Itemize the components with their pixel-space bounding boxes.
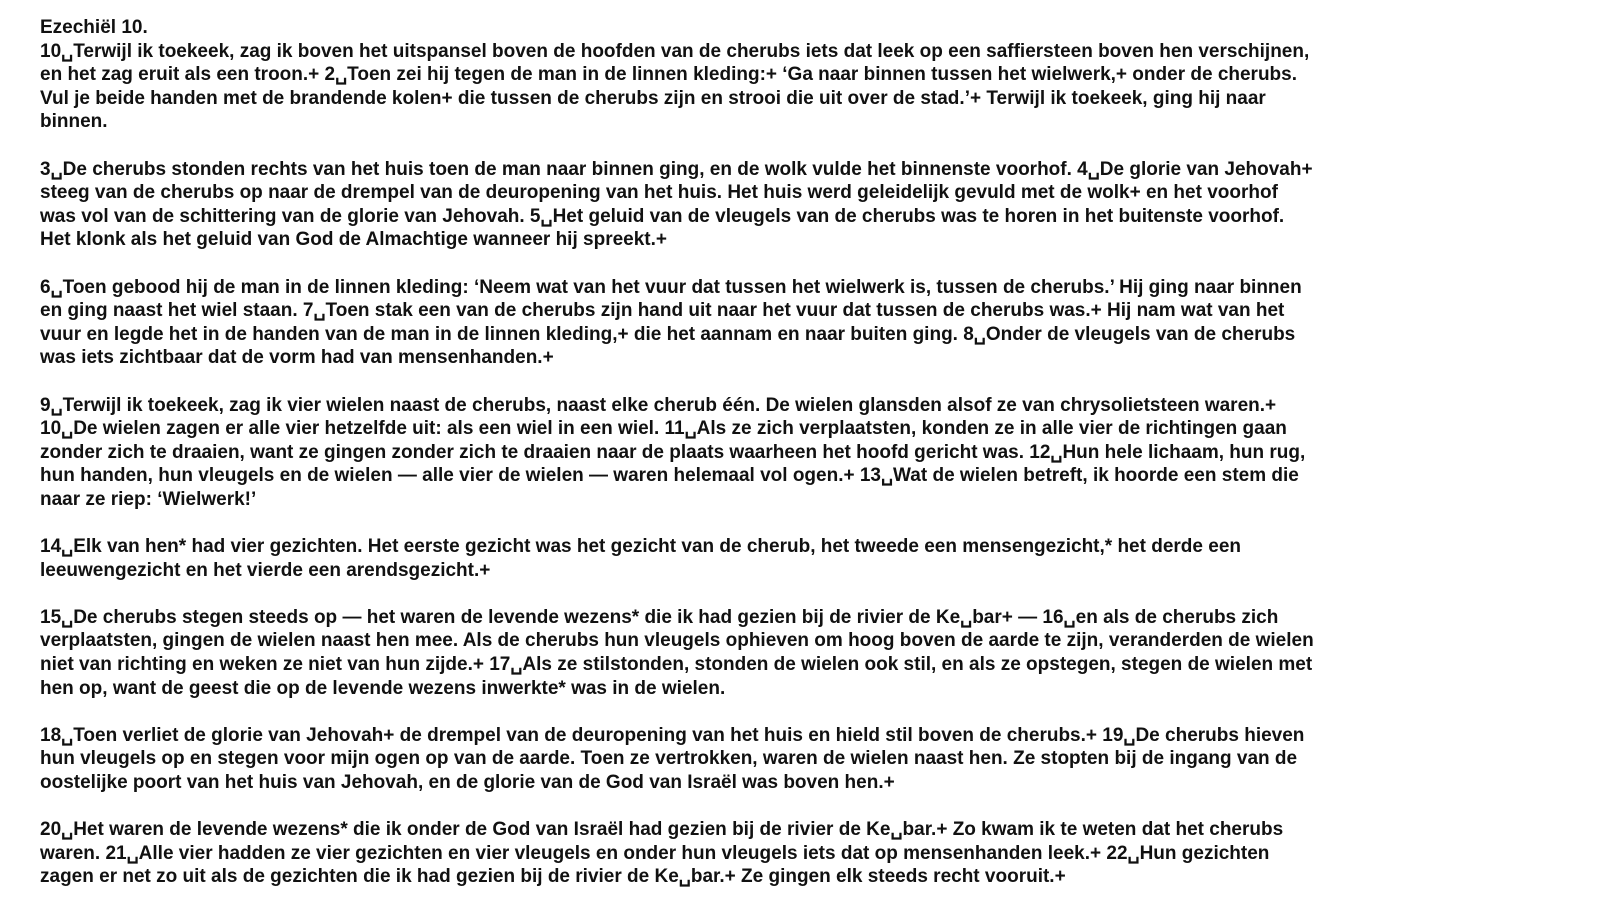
paragraph-verses-15-17: 15␣De cherubs stegen steeds op — het waren de levende wezens* die ik had gezien bij de rivier de Ke␣bar+ — 16␣en als de cherubs zich verplaatsten, gingen de wielen naast hen mee. Als de cherubs hun vleugels ophieven om hoog boven de aarde te zijn, veranderden de wielen niet van richting en weken ze niet van hun zijde.+ 17␣Als ze stilstonden, stonden de wielen ook stil, en als ze opstegen, stegen de wielen met hen op, want de geest die op de levende wezens inwerkte* was in de wielen.	[40, 606, 1314, 699]
paragraph-verses-6-8: 6␣Toen gebood hij de man in de linnen kleding: ‘Neem wat van het vuur dat tussen het wielwerk is, tussen de cherubs.’ Hij ging naar binnen en ging naast het wiel staan. 7␣Toen stak een van de cherubs zijn hand uit naar het vuur dat tussen de cherubs was.+ Hij nam wat van het vuur en legde het in de handen van de man in de linnen kleding,+ die het aannam en naar buiten ging. 8␣Onder de vleugels van de cherubs was iets zichtbaar dat de vorm had van mensenhanden.+	[40, 276, 1302, 369]
paragraph-verse-14: 14␣Elk van hen* had vier gezichten. Het eerste gezicht was het gezicht van de cherub, het tweede een mensengezicht,* het derde een leeuwengezicht en het vierde een arendsgezicht.+	[40, 536, 1241, 581]
paragraph-verses-18-19: 18␣Toen verliet de glorie van Jehovah+ de drempel van de deuropening van het huis en hield stil boven de cherubs.+ 19␣De cherubs hieven hun vleugels op en stegen voor mijn ogen op van de aarde. Toen ze vertrokken, waren de wielen naast hen. Ze stopten bij de ingang van de oostelijke poort van het huis van Jehovah, en de glorie van de God van Israël was boven hen.+	[40, 724, 1305, 793]
chapter-title: Ezechiël 10.	[40, 17, 148, 38]
document-page	[40, 16, 1570, 913]
paragraph-verses-9-13: 9␣Terwijl ik toekeek, zag ik vier wielen naast de cherubs, naast elke cherub één. De wielen glansden alsof ze van chrysolietsteen waren.+ 10␣De wielen zagen er alle vier hetzelfde uit: als een wiel in een wiel. 11␣Als ze zich verplaatsten, konden ze in alle vier de richtingen gaan zonder zich te draaien, want ze gingen zonder zich te draaien naar de plaats waarheen het hoofd gericht was. 12␣Hun hele lichaam, hun rug, hun handen, hun vleugels en de wielen — alle vier de wielen — waren helemaal vol ogen.+ 13␣Wat de wielen betreft, ik hoorde een stem die naar ze riep: ‘Wielwerk!’	[40, 394, 1306, 510]
paragraph-verses-20-22: 20␣Het waren de levende wezens* die ik onder de God van Israël had gezien bij de rivier de Ke␣bar.+ Zo kwam ik te weten dat het cherubs waren. 21␣Alle vier hadden ze vier gezichten en vier vleugels en onder hun vleugels iets dat op mensenhanden leek.+ 22␣Hun gezichten zagen er net zo uit als de gezichten die ik had gezien bij de rivier de Ke␣bar.+ Ze gingen elk steeds recht vooruit.+	[40, 819, 1284, 888]
paragraph-verses-3-5: 3␣De cherubs stonden rechts van het huis toen de man naar binnen ging, en de wolk vulde het binnenste voorhof. 4␣De glorie van Jehovah+ steeg van de cherubs op naar de drempel van de deuropening van het huis. Het huis werd geleidelijk gevuld met de wolk+ en het voorhof was vol van de schittering van de glorie van Jehovah. 5␣Het geluid van de vleugels van de cherubs was te horen in het buitenste voorhof. Het klonk als het geluid van God de Almachtige wanneer hij spreekt.+	[40, 158, 1313, 251]
paragraph-verses-1-2: 10␣Terwijl ik toekeek, zag ik boven het uitspansel boven de hoofden van de cherubs iets dat leek op een saffiersteen boven hen verschijnen, en het zag eruit als een troon.+ 2␣Toen zei hij tegen de man in de linnen kleding:+ ‘Ga naar binnen tussen het wielwerk,+ onder de cherubs. Vul je beide handen met de brandende kolen+ die tussen de cherubs zijn en strooi die uit over de stad.’+ Terwijl ik toekeek, ging hij naar binnen.	[40, 40, 1310, 133]
